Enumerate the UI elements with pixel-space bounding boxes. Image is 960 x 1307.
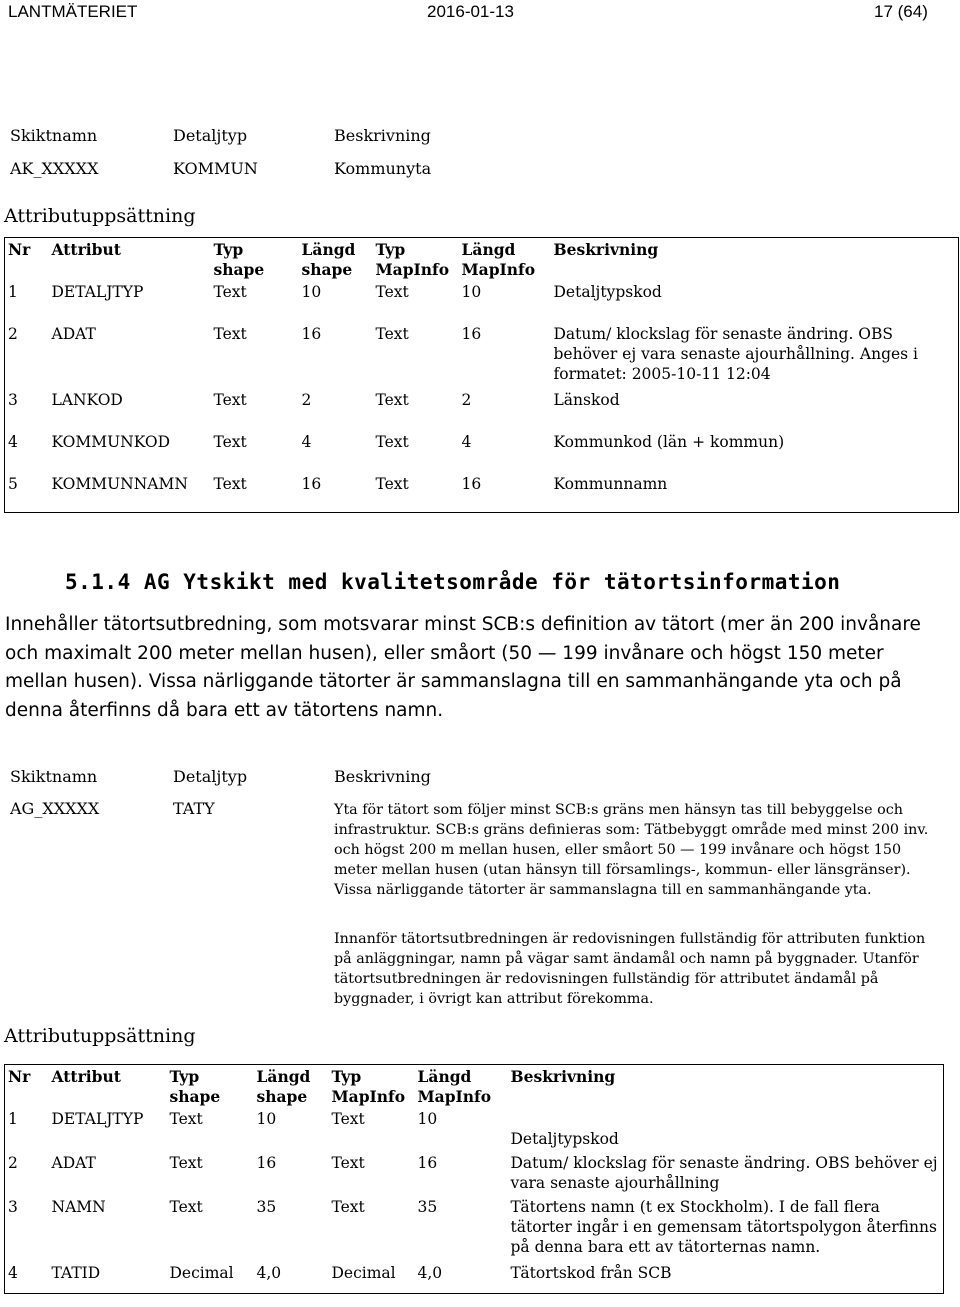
- cell: 10: [301, 283, 322, 301]
- cell: Text: [213, 475, 247, 493]
- header-date: 2016-01-13: [427, 2, 514, 21]
- label-detaljtyp: Detaljtyp: [173, 126, 248, 145]
- cell: Datum/ klockslag för senaste ändring. OBS behöver ej vara senaste ajourhållning: [510, 1154, 938, 1192]
- cell: 16: [301, 325, 322, 343]
- table-row: [5, 1261, 944, 1293]
- col-langd-mapinfo: Längd MapInfo: [461, 240, 536, 279]
- col-typ-shape: Typ shape: [169, 1067, 221, 1106]
- cell: Text: [375, 283, 409, 301]
- attribute-table: [4, 237, 959, 513]
- cell: LANKOD: [51, 391, 123, 409]
- value-detaljtyp: KOMMUN: [173, 159, 258, 178]
- value-skiktnamn: AG_XXXXX: [10, 799, 100, 818]
- cell: Text: [213, 433, 247, 451]
- value-beskrivning: Kommunyta: [334, 159, 432, 178]
- cell: ADAT: [51, 1154, 96, 1172]
- cell: Decimal: [331, 1264, 396, 1282]
- cell: 16: [256, 1154, 277, 1172]
- cell: Datum/ klockslag för senaste ändring. OBS behöver ej vara senaste ajourhållning. Anges i formatet: 2005-10-11 12:04: [553, 325, 919, 383]
- cell: 5: [8, 475, 18, 493]
- col-nr: Nr: [8, 1067, 31, 1086]
- col-attribut: Attribut: [51, 1067, 121, 1086]
- cell: Text: [169, 1198, 203, 1216]
- cell: KOMMUNNAMN: [51, 475, 188, 493]
- cell: 16: [461, 475, 482, 493]
- section-heading: 5.1.4 AG Ytskikt med kvalitetsområde för tätortsinformation: [65, 570, 841, 594]
- table-row: [5, 1195, 944, 1261]
- cell: Text: [213, 391, 247, 409]
- cell: Detaljtypskod: [553, 283, 662, 301]
- cell: 16: [301, 475, 322, 493]
- header-page: 17 (64): [874, 2, 928, 21]
- cell: 2: [301, 391, 312, 409]
- cell: 2: [8, 1154, 18, 1172]
- value-skiktnamn: AK_XXXXX: [10, 159, 99, 178]
- cell: TATID: [51, 1264, 101, 1282]
- col-langd-mapinfo: Längd MapInfo: [417, 1067, 492, 1106]
- section-paragraph: Innehåller tätortsutbredning, som motsvarar minst SCB:s definition av tätort (mer än 200 invånare och maximalt 200 meter mellan husen), eller småort (50 — 199 invånare och högst 150 meter mellan husen). Vissa närliggande tätorter är sammanslagna till en sammanhängande yta och på denna återfinns då bara ett av tätortens namn.: [5, 614, 921, 721]
- cell: 10: [256, 1110, 277, 1128]
- col-langd-shape: Längd shape: [256, 1067, 311, 1106]
- cell: 3: [8, 1198, 18, 1216]
- table-header-row: [5, 1065, 944, 1108]
- col-beskrivning: Beskrivning: [510, 1067, 616, 1086]
- cell: DETALJTYP: [51, 283, 144, 301]
- cell: Text: [375, 433, 409, 451]
- table-row: [5, 322, 959, 388]
- cell: 2: [8, 325, 18, 343]
- header-org: LANTMÄTERIET: [8, 2, 138, 21]
- cell: 4: [301, 433, 312, 451]
- cell: NAMN: [51, 1198, 106, 1216]
- label-skiktnamn: Skiktnamn: [10, 767, 98, 786]
- col-nr: Nr: [8, 240, 31, 259]
- value-detaljtyp: TATY: [173, 799, 215, 818]
- cell: 35: [417, 1198, 438, 1216]
- cell: 35: [256, 1198, 277, 1216]
- cell: Detaljtypskod: [510, 1130, 619, 1148]
- cell: Text: [375, 475, 409, 493]
- attribute-set-title: Attributuppsättning: [4, 205, 196, 227]
- cell: 4,0: [256, 1264, 282, 1282]
- cell: Länskod: [553, 391, 620, 409]
- label-skiktnamn: Skiktnamn: [10, 126, 98, 145]
- cell: Text: [169, 1154, 203, 1172]
- cell: KOMMUNKOD: [51, 433, 171, 451]
- table-row: [5, 430, 959, 472]
- table-row: [5, 1107, 944, 1151]
- col-typ-mapinfo: Typ MapInfo: [375, 240, 450, 279]
- cell: 2: [461, 391, 472, 409]
- col-langd-shape: Längd shape: [301, 240, 356, 279]
- cell: 4: [8, 433, 18, 451]
- cell: Text: [213, 283, 247, 301]
- cell: 3: [8, 391, 18, 409]
- value-beskrivning-2: Innanför tätortsutbredningen är redovisningen fullständig för attributen funktion på anläggningar, namn på vägar samt ändamål och namn på byggnader. Utanför tätortsutbredningen är redovisningen fullständig för attributet ändamål på byggnader, i övrigt kan attribut förekomma.: [334, 931, 926, 1007]
- cell: Text: [169, 1110, 203, 1128]
- cell: 1: [8, 1110, 18, 1128]
- col-beskrivning: Beskrivning: [553, 240, 659, 259]
- cell: Text: [375, 391, 409, 409]
- table-row: [5, 1151, 944, 1195]
- cell: 16: [461, 325, 482, 343]
- label-detaljtyp: Detaljtyp: [173, 767, 248, 786]
- cell: ADAT: [51, 325, 96, 343]
- attribute-table: [4, 1064, 944, 1294]
- label-beskrivning: Beskrivning: [334, 126, 431, 145]
- table-row: [5, 388, 959, 430]
- attribute-set-title: Attributuppsättning: [4, 1025, 196, 1047]
- cell: Text: [213, 325, 247, 343]
- col-typ-mapinfo: Typ MapInfo: [331, 1067, 406, 1106]
- cell: Tätortens namn (t ex Stockholm). I de fall flera tätorter ingår i en gemensam tätortspolygon återfinns på denna bara ett av tätorternas namn.: [510, 1198, 937, 1256]
- cell: Text: [331, 1198, 365, 1216]
- cell: Tätortskod från SCB: [510, 1264, 672, 1282]
- cell: Kommunnamn: [553, 475, 668, 493]
- table-row: [5, 472, 959, 512]
- cell: Decimal: [169, 1264, 234, 1282]
- label-beskrivning: Beskrivning: [334, 767, 431, 786]
- table-header-row: [5, 238, 959, 281]
- cell: Text: [375, 325, 409, 343]
- cell: 4: [461, 433, 472, 451]
- cell: 4: [8, 1264, 18, 1282]
- cell: 10: [417, 1110, 438, 1128]
- cell: Text: [331, 1110, 365, 1128]
- cell: Kommunkod (län + kommun): [553, 433, 785, 451]
- cell: 10: [461, 283, 482, 301]
- cell: 16: [417, 1154, 438, 1172]
- cell: DETALJTYP: [51, 1110, 144, 1128]
- col-attribut: Attribut: [51, 240, 121, 259]
- value-beskrivning-1: Yta för tätort som följer minst SCB:s gräns men hänsyn tas till bebyggelse och infrastruktur. SCB:s gräns definieras som: Tätbebyggt område med minst 200 inv. och högst 200 m mellan husen, eller småort 50 — 199 invånare och högst 150 meter mellan husen (utan hänsyn till församlings-, kommun- eller länsgränser). Vissa närliggande tätorter är sammanslagna till en sammanhängande yta.: [334, 802, 929, 898]
- cell: Text: [331, 1154, 365, 1172]
- col-typ-shape: Typ shape: [213, 240, 265, 279]
- table-row: [5, 280, 959, 322]
- cell: 1: [8, 283, 18, 301]
- cell: 4,0: [417, 1264, 443, 1282]
